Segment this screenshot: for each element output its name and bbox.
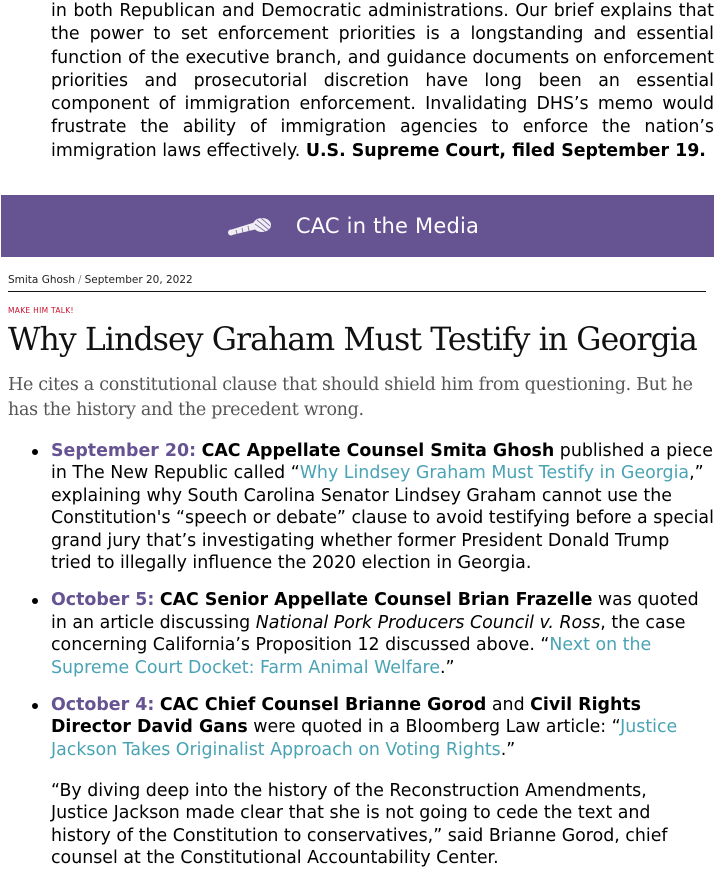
item-person: Civil Rights Director David Gans	[51, 695, 642, 738]
article-headline: Why Lindsey Graham Must Testify in Georgia	[8, 322, 697, 358]
byline-separator: /	[78, 274, 82, 286]
intro-source: U.S. Supreme Court, filed September 19.	[305, 140, 706, 161]
article-dek: He cites a constitutional clause that should shield him from questioning. But he has the history and the precedent wrong.	[8, 375, 693, 420]
media-banner	[1, 195, 714, 257]
quote-paragraph: “By diving deep into the history of the Reconstruction Amendments, Justice Jackson made clear that she is not going to cede the text and history of the Constitution to conservatives,” said Brianne Gorod, chief counsel at the Constitutional Accountability Center.	[51, 781, 668, 869]
item-text: were quoted in a Bloomberg Law article: “	[247, 717, 621, 738]
case-name: National Pork Producers Council v. Ross	[255, 612, 601, 633]
article-link[interactable]: Why Lindsey Graham Must Testify in Georgia	[299, 463, 690, 484]
item-text: and	[486, 695, 531, 716]
item-date: October 4:	[51, 695, 155, 716]
article-link[interactable]: Next on the Supreme Court Docket: Farm Animal Welfare	[51, 635, 652, 678]
article-date: September 20, 2022	[84, 274, 193, 286]
author-name[interactable]: Smita Ghosh	[8, 274, 76, 286]
banner-title: CAC in the Media	[295, 214, 480, 238]
byline-divider	[8, 291, 706, 292]
item-text: was quoted in an article discussing	[51, 590, 699, 633]
item-date: October 5:	[51, 590, 155, 611]
item-date: September 20:	[51, 441, 197, 461]
item-text: .”	[440, 657, 455, 678]
list-item	[0, 694, 714, 761]
article-kicker: MAKE HIM TALK!	[8, 306, 74, 315]
list-item	[0, 589, 714, 679]
intro-text: in both Republican and Democratic administrations. Our brief explains that the power to set enforcement priorities is a longstanding and essential function of the executive branch, and guidance documents on enforcement priorities and prosecutorial discretion have long been an essential component of immigration enforcement. Invalidating DHS’s memo would frustrate the ability of immigration agencies to enforce the nation’s immigration laws effectively.	[51, 1, 714, 161]
microphone-icon	[226, 214, 274, 238]
item-text: , the case concerning California’s Proposition 12 discussed above. “	[51, 612, 686, 656]
bullet	[32, 703, 38, 709]
intro-paragraph	[51, 0, 714, 163]
media-list	[0, 440, 714, 761]
item-text: published a piece in The New Republic called “	[51, 441, 713, 484]
bullet	[32, 598, 38, 604]
item-text: ,” explaining why South Carolina Senator Lindsey Graham cannot use the Constitution's “speech or debate” clause to avoid testifying before a special grand jury that’s investigating whether former President Donald Trump tried to illegally influence the 2020 election in Georgia.	[51, 463, 714, 574]
item-person: CAC Senior Appellate Counsel Brian Frazelle	[159, 590, 593, 611]
bullet	[32, 449, 38, 455]
list-item	[0, 440, 714, 574]
article-byline	[8, 274, 193, 286]
item-text: .”	[500, 739, 516, 760]
item-person: CAC Appellate Counsel Smita Ghosh	[201, 441, 555, 461]
item-person: CAC Chief Counsel Brianne Gorod	[159, 695, 487, 716]
article-link[interactable]: Justice Jackson Takes Originalist Approach on Voting Rights	[51, 717, 678, 760]
